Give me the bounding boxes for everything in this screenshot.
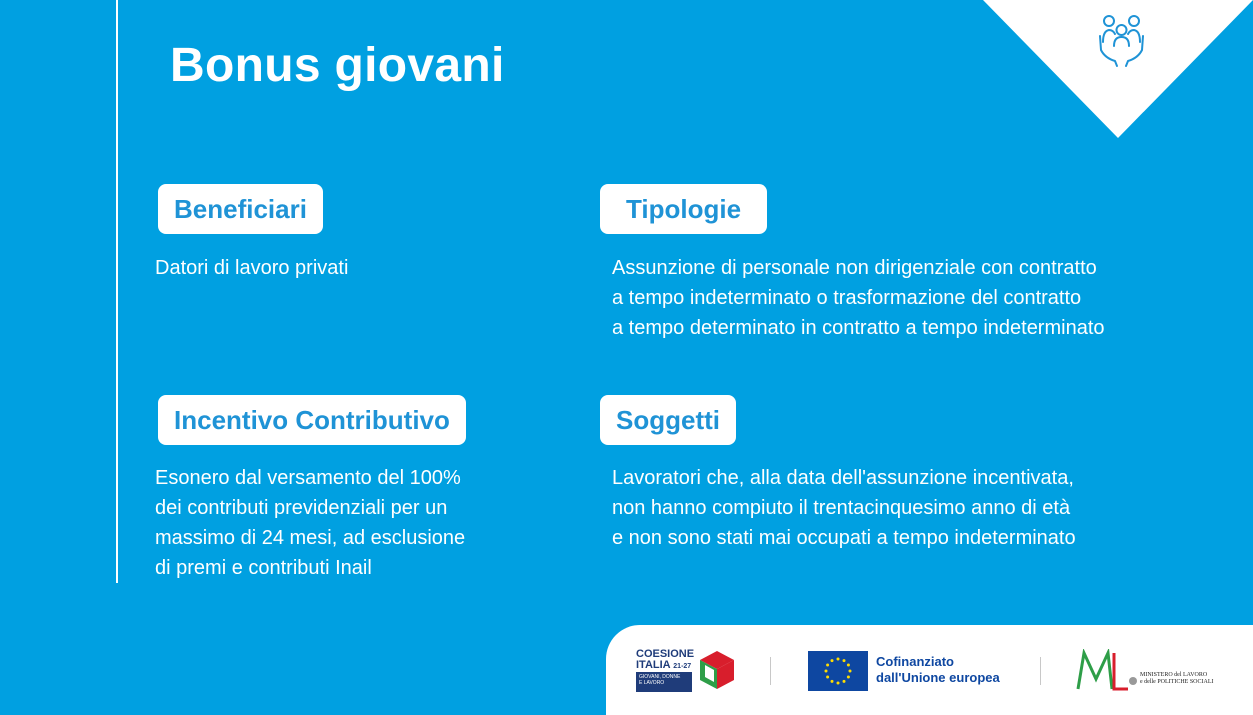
beneficiari-text bbox=[155, 253, 348, 283]
page-title: Bonus giovani bbox=[170, 39, 505, 92]
text-line: Datori di lavoro privati bbox=[155, 257, 349, 279]
coesione-cube-icon bbox=[700, 651, 734, 689]
text-line: non hanno compiuto il trentacinquesimo anno di età bbox=[612, 497, 1071, 519]
text-line: a tempo indeterminato o trasformazione del contratto bbox=[612, 287, 1082, 309]
text-line: Esonero dal versamento del 100% bbox=[155, 467, 461, 489]
incentivo-text bbox=[155, 463, 465, 583]
ministero-ml-monogram-icon bbox=[1076, 649, 1138, 691]
text-line: Lavoratori che, alla data dell'assunzione incentivata, bbox=[612, 467, 1074, 489]
corner-badge bbox=[983, 0, 1253, 138]
coesione-italia-logo bbox=[636, 647, 736, 691]
text-line: a tempo determinato in contratto a tempo indeterminato bbox=[612, 317, 1105, 339]
footer-separator bbox=[1040, 657, 1041, 685]
text-line: e non sono stati mai occupati a tempo indeterminato bbox=[612, 527, 1076, 549]
section-label-tipologie: Tipologie bbox=[600, 184, 767, 234]
tipologie-text bbox=[612, 253, 1105, 343]
eu-flag-icon bbox=[808, 651, 868, 691]
vertical-divider bbox=[116, 0, 118, 583]
section-label-incentivo: Incentivo Contributivo bbox=[158, 395, 466, 445]
logo-footer bbox=[606, 625, 1253, 715]
eu-cofinanziato-text: Cofinanziato dall'Unione europea bbox=[876, 654, 1000, 685]
soggetti-text bbox=[612, 463, 1076, 553]
text-line: massimo di 24 mesi, ad esclusione bbox=[155, 527, 466, 549]
section-label-soggetti: Soggetti bbox=[600, 395, 736, 445]
section-label-beneficiari: Beneficiari bbox=[158, 184, 323, 234]
coesione-wordmark: COESIONE ITALIA 21-27 bbox=[636, 648, 695, 671]
text-line: di premi e contributi Inail bbox=[155, 557, 372, 579]
ministero-text: MINISTERO del LAVORO e delle POLITICHE SOCIALI bbox=[1140, 672, 1214, 685]
coesione-tagline: GIOVANI, DONNE E LAVORO bbox=[636, 672, 692, 692]
footer-separator bbox=[770, 657, 771, 685]
text-line: dei contributi previdenziali per un bbox=[155, 497, 448, 519]
text-line: Assunzione di personale non dirigenziale con contratto bbox=[612, 257, 1097, 279]
